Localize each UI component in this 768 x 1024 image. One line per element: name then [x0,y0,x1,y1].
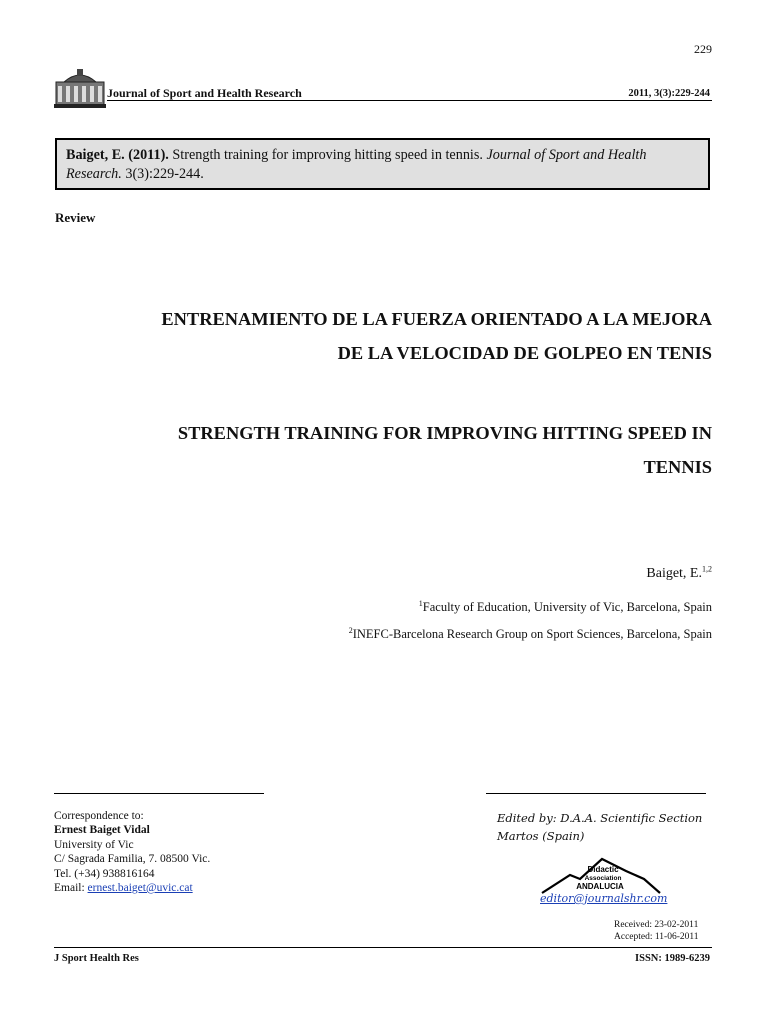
correspondence-name: Ernest Baiget Vidal [54,824,150,837]
logo-text-line-3: ANDALUCIA [576,882,624,891]
editor-line-2: Martos (Spain) [497,829,585,843]
citation-box [55,138,710,190]
cathedral-logo-icon [54,66,106,108]
footer-issn: ISSN: 1989-6239 [635,953,710,964]
title-english-line-2: TENNIS [643,457,712,477]
page-number: 229 [694,42,712,56]
footer-journal-abbrev: J Sport Health Res [54,953,139,964]
separator-right [486,793,706,794]
affiliation-2 [349,627,712,642]
correspondence-label: Correspondence to: [54,810,144,822]
affiliation-text: Faculty of Education, University of Vic, Barcelona, Spain [422,600,712,614]
journal-issue-ref: 2011, 3(3):229-244 [628,88,710,99]
citation-journal: Journal of Sport and Health Research. [66,147,647,182]
citation-volume: 3(3):229-244. [125,166,204,182]
separator-left [54,793,264,794]
correspondence-block [54,809,210,895]
correspondence-phone: Tel. (+34) 938816164 [54,867,155,880]
logo-text-line-2: Association [584,875,622,882]
article-type: Review [55,210,96,225]
title-spanish-line-2: DE LA VELOCIDAD DE GOLPEO EN TENIS [337,343,712,363]
correspondence-address: C/ Sagrada Familia, 7. 08500 Vic. [54,853,211,866]
journal-name: Journal of Sport and Health Research [107,86,302,100]
header-rule [107,100,712,101]
title-english-line-1: STRENGTH TRAINING FOR IMPROVING HITTING SPEED IN [177,423,712,443]
editor-email-link[interactable]: editor@journalshr.com [540,892,668,905]
affiliation-text: INEFC-Barcelona Research Group on Sport Sciences, Barcelona, Spain [352,627,712,641]
correspondence-institution: University of Vic [54,838,134,851]
dates-block [614,919,699,943]
citation-title: Strength training for improving hitting speed in tennis. [172,147,483,163]
footer-rule [54,947,712,948]
author-name: Baiget, E. [646,566,702,581]
correspondence-email-link[interactable]: ernest.baiget@uvic.cat [87,882,193,895]
title-spanish-line-1: ENTRENAMIENTO DE LA FUERZA ORIENTADO A LA MEJORA [161,309,712,329]
author [646,566,712,582]
title-english [60,416,712,484]
affiliation-marker: 1 [418,598,423,608]
editor-line-1: Edited by: D.A.A. Scientific Section [497,811,703,825]
correspondence-email-row [54,881,210,895]
didactic-association-logo [540,855,662,895]
author-superscripts: 1,2 [702,564,712,574]
affiliation-marker: 2 [348,625,353,635]
accepted-date: Accepted: 11-06-2011 [614,932,699,942]
editor-block [497,809,717,845]
affiliation-1 [419,600,712,615]
logo-text-line-1: Didactic [587,865,619,874]
title-spanish [60,302,712,370]
email-label: Email: [54,882,88,895]
received-date: Received: 23-02-2011 [614,920,699,930]
citation-authors: Baiget, E. (2011). [66,147,169,163]
